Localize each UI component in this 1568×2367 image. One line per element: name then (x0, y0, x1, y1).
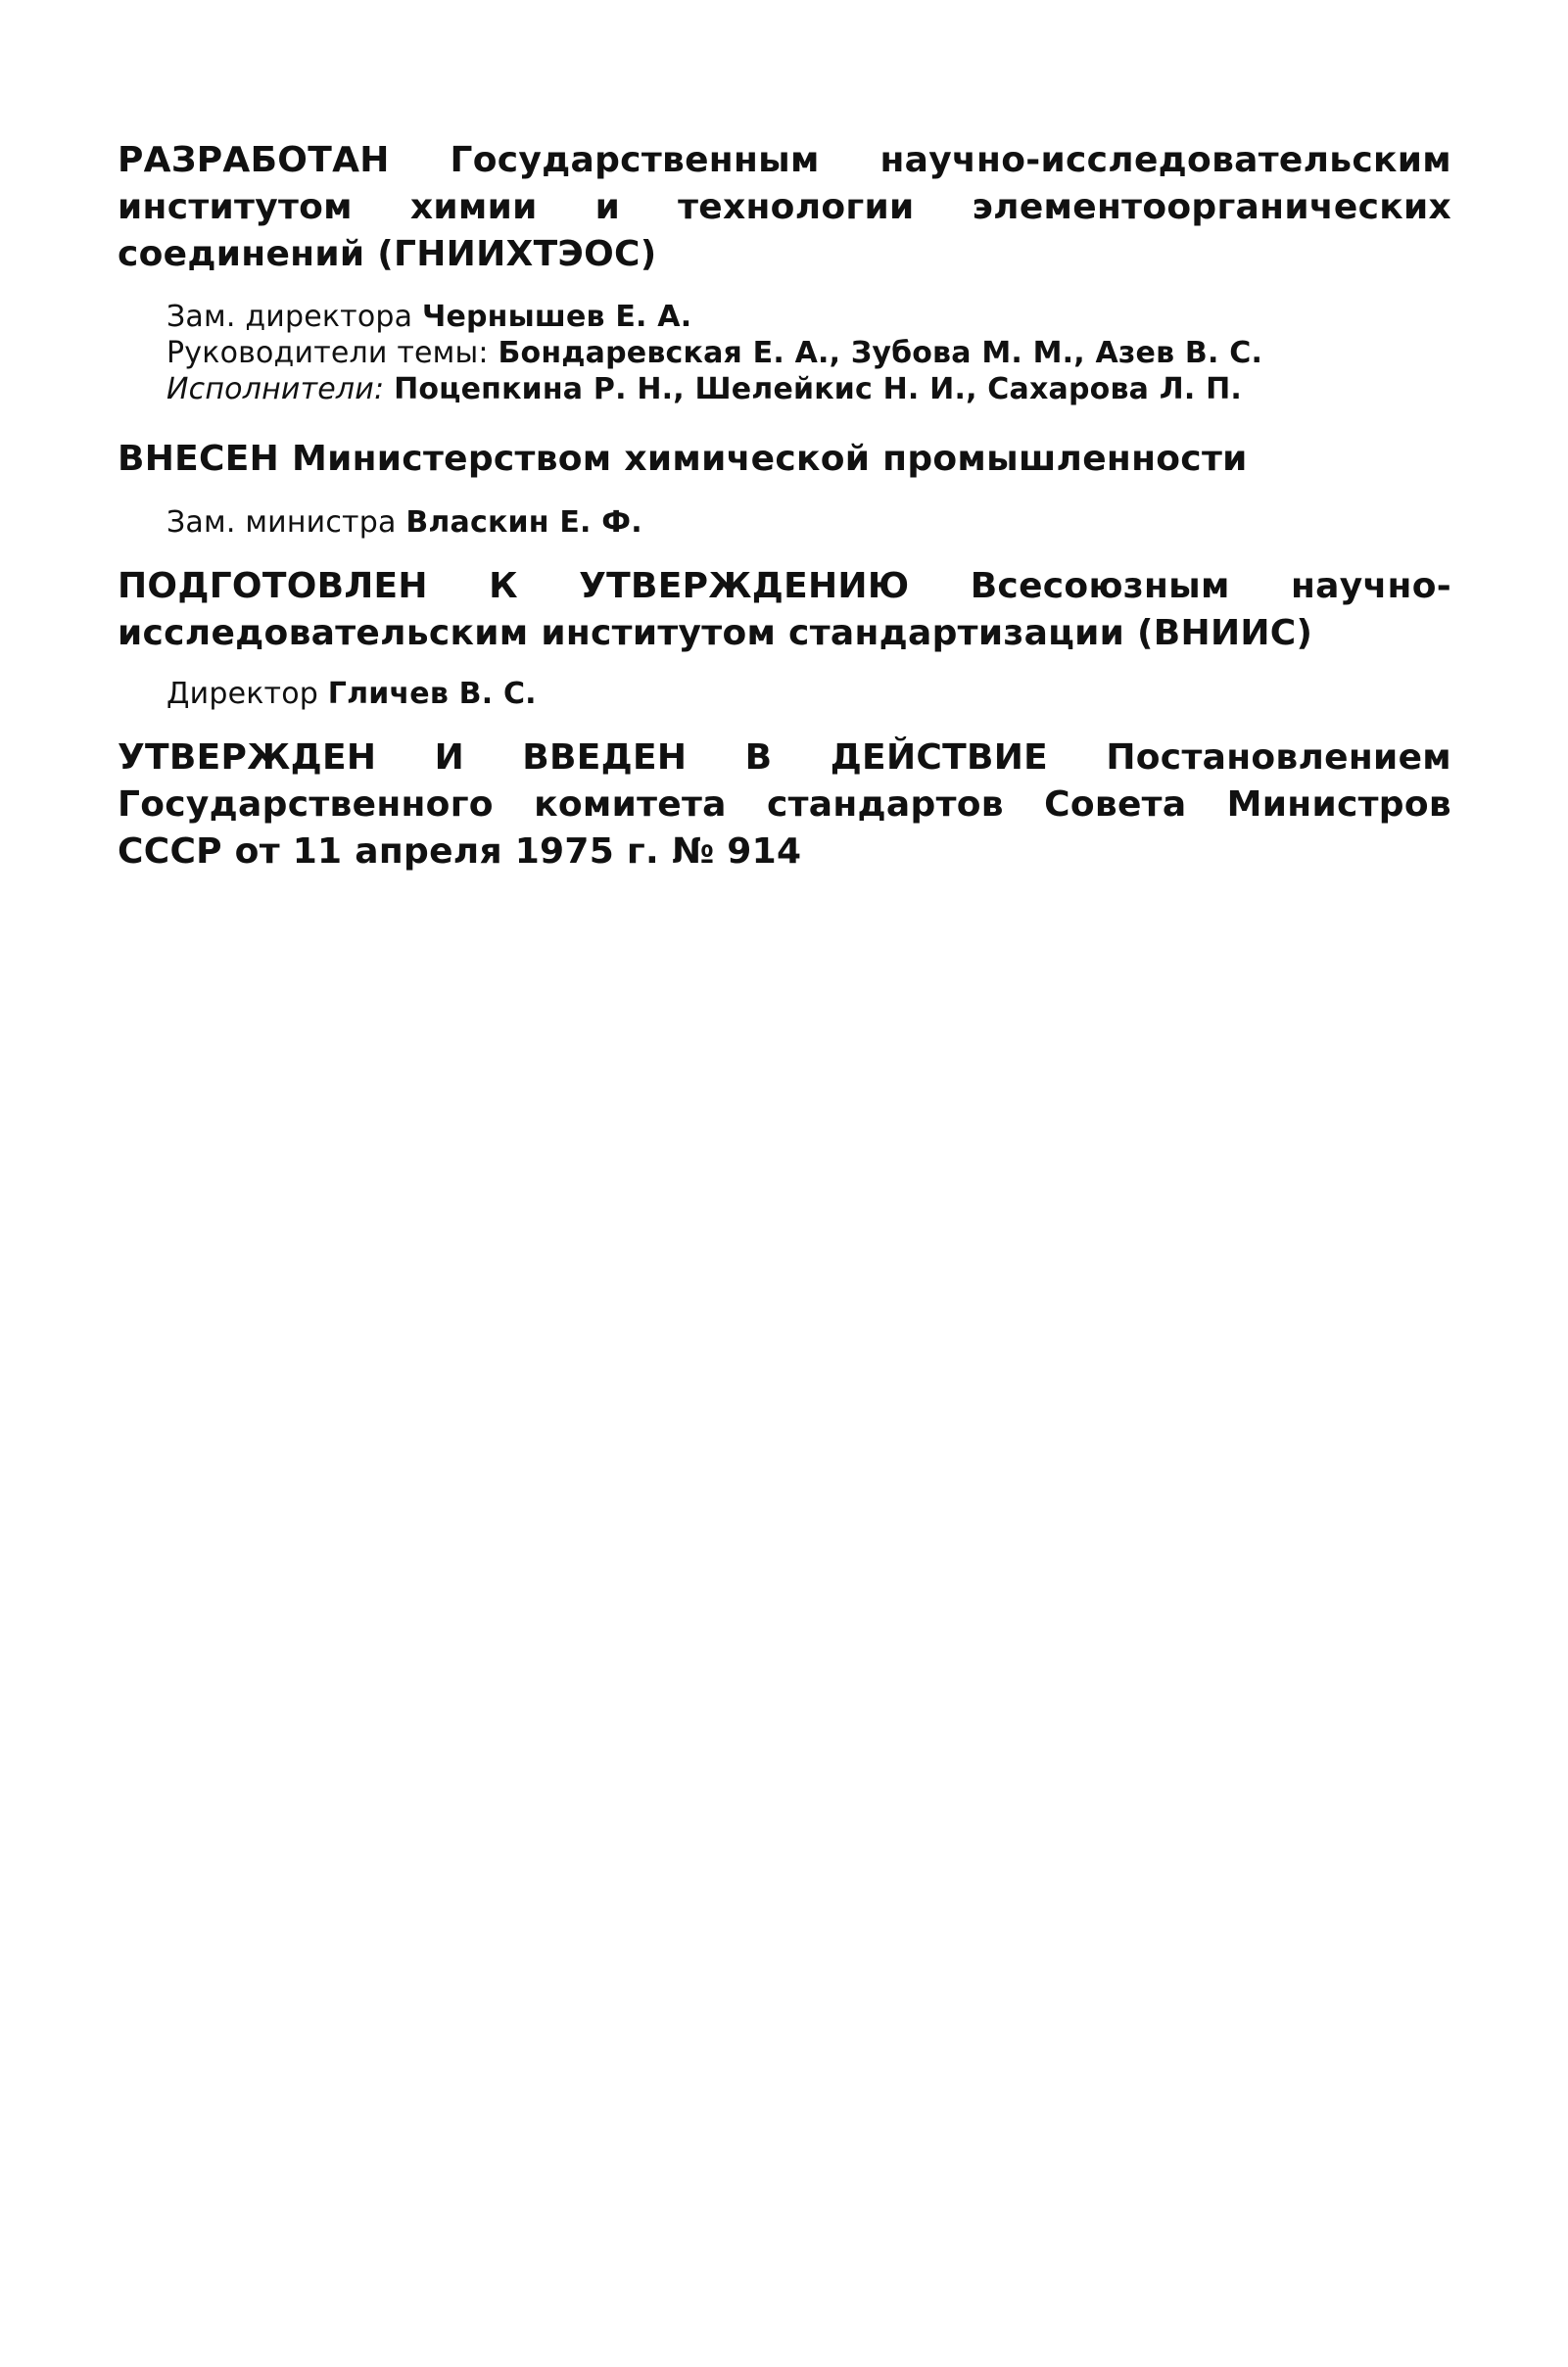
prepared-section (118, 563, 1451, 657)
person-role: Зам. директора (166, 300, 413, 334)
prepared-paragraph (118, 563, 1451, 657)
prepared-people (118, 676, 1451, 712)
person-line (118, 676, 1451, 712)
introduced-lead: ВНЕСЕН (118, 439, 280, 479)
introduced-text: Министерством химической промышленности (291, 439, 1248, 479)
approved-section (118, 734, 1451, 876)
prepared-text: Всесоюзным научно-исследовательским институтом стандартизации (ВНИИС) (118, 566, 1451, 653)
developed-paragraph (118, 137, 1451, 278)
person-role: Директор (166, 677, 319, 711)
person-name: Поцепкина Р. Н., Шелейкис Н. И., Сахарова Л. П. (394, 372, 1242, 406)
developed-lead: РАЗРАБОТАН (118, 140, 390, 180)
person-line (118, 504, 1451, 541)
introduced-paragraph (118, 436, 1451, 483)
prepared-lead: ПОДГОТОВЛЕН К УТВЕРЖДЕНИЮ (118, 566, 910, 606)
approved-paragraph (118, 734, 1451, 876)
person-role: Руководители темы: (166, 336, 489, 370)
person-role: Исполнители: (166, 372, 385, 406)
person-name: Бондаревская Е. А., Зубова М. М., Азев В. С. (498, 336, 1263, 370)
person-name: Власкин Е. Ф. (405, 505, 642, 540)
approved-text: Постановлением Государственного комитета стандартов Совета Министров СССР от 11 апреля 1975 г. № 914 (118, 737, 1452, 872)
introduced-people (118, 504, 1451, 541)
developed-people (118, 299, 1451, 407)
person-line (118, 299, 1451, 335)
person-name: Гличев В. С. (327, 677, 537, 711)
person-line (118, 335, 1451, 371)
developed-section (118, 137, 1451, 278)
approved-lead: УТВЕРЖДЕН И ВВЕДЕН В ДЕЙСТВИЕ (118, 737, 1049, 778)
developed-text: Государственным научно-исследовательским институтом химии и технологии элементоорганических соединений (ГНИИХТЭОС) (118, 140, 1451, 274)
introduced-section (118, 436, 1451, 483)
person-name: Чернышев Е. А. (422, 300, 692, 334)
person-line (118, 371, 1451, 407)
person-role: Зам. министра (166, 505, 397, 540)
